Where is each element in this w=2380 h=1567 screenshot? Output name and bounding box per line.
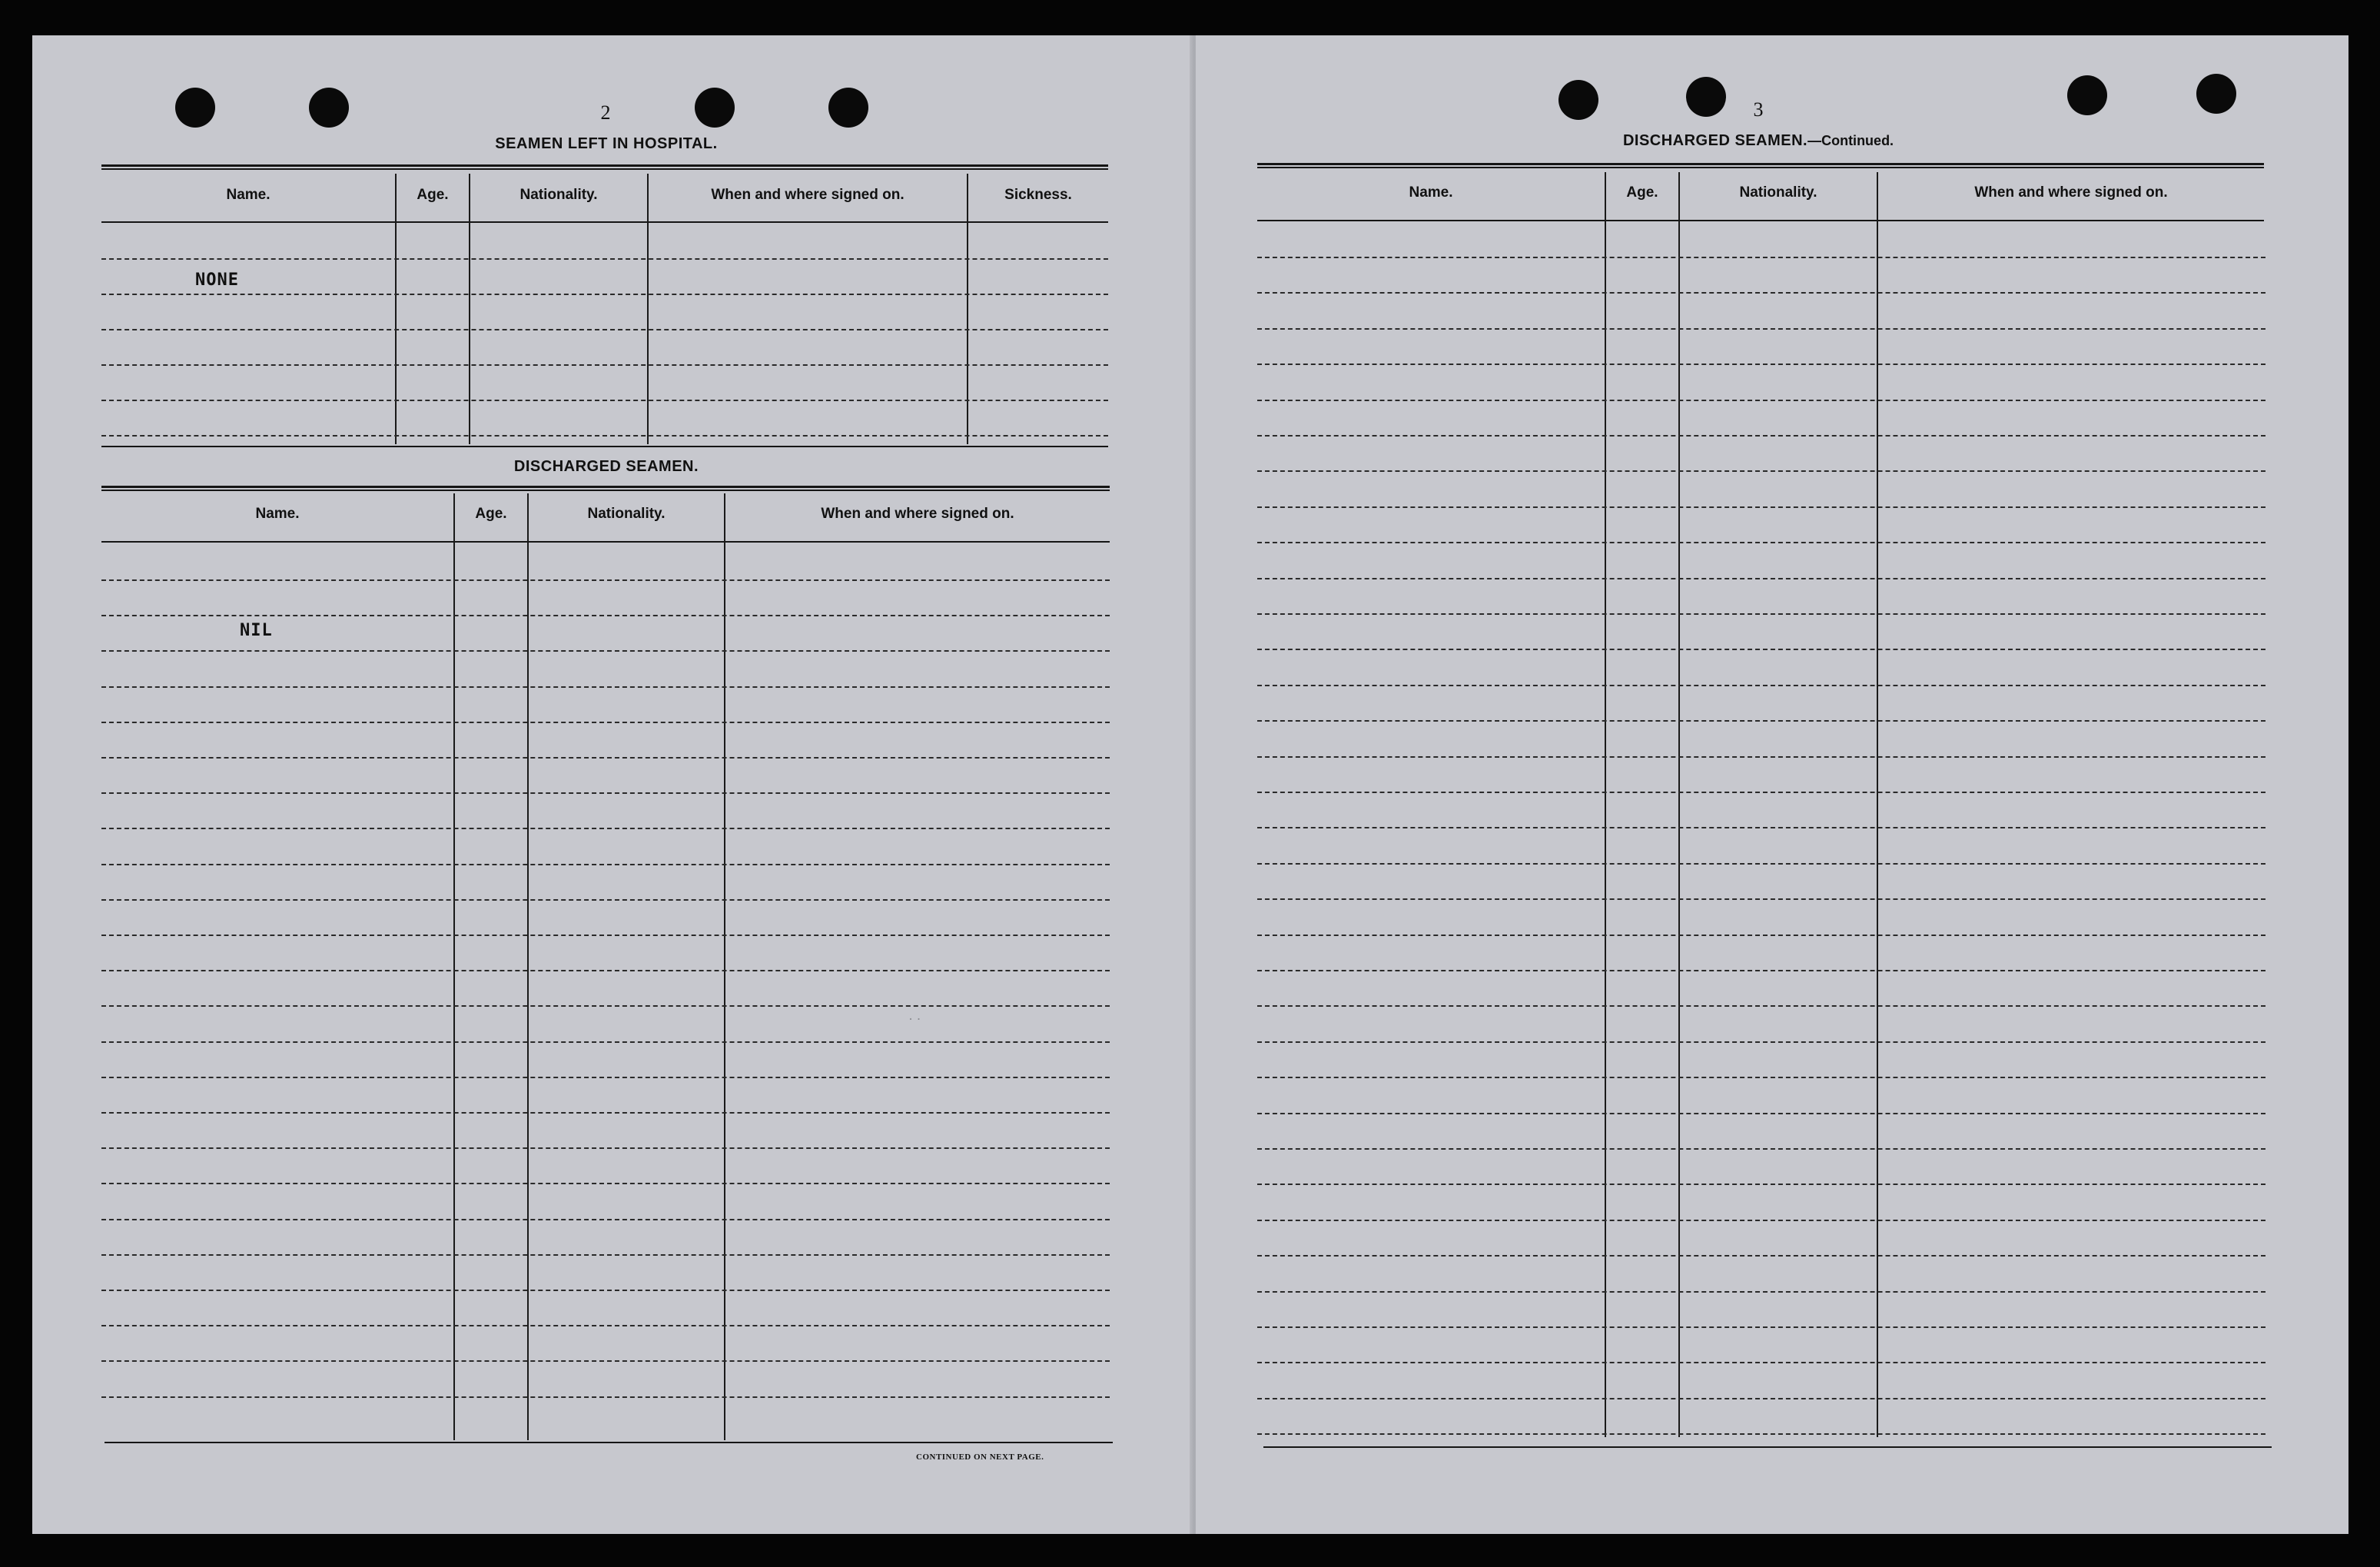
table-row-line [101,1112,1110,1114]
table-row-line [101,1219,1110,1220]
table-row-line [1257,292,2265,294]
table-row-line [1257,1148,2265,1150]
table-row-line [101,1005,1110,1007]
table-row-line [101,1147,1110,1149]
table-row-line [1257,970,2265,971]
continued-note: CONTINUED ON NEXT PAGE. [916,1452,1044,1462]
table-row-line [1257,792,2265,793]
hospital-col-divider [395,174,397,444]
table-row-line [1257,470,2265,472]
table-row-line [1257,257,2265,258]
right-col-divider [1877,172,1878,1437]
hospital-header-rule [101,221,1108,223]
hospital-row-line [101,258,1108,260]
hospital-col-divider [647,174,649,444]
discharged-top-rule [101,486,1110,491]
hospital-row-line [101,400,1108,401]
table-row-line [1257,435,2265,437]
right-section-title [1543,132,1973,150]
table-row-line [1257,542,2265,543]
table-row-line [1257,827,2265,828]
discharged-bottom-rule [105,1442,1113,1443]
punch-hole [309,88,349,128]
table-row-line [1257,935,2265,936]
table-row-line [1257,649,2265,650]
table-row-line [101,1254,1110,1256]
hospital-row-line [101,329,1108,330]
discharged-col-divider [453,493,455,1440]
hospital-entry-stamp: NONE [195,271,239,290]
table-row-line [1257,1326,2265,1328]
right-col-nationality: Nationality. [1739,184,1817,201]
discharged-col-divider [527,493,529,1440]
table-row-line [1257,364,2265,365]
table-row-line [101,757,1110,759]
discharged-entry-stamp: NIL [240,621,273,640]
table-row-line [1257,1041,2265,1043]
table-row-line [1257,685,2265,686]
hospital-col-divider [967,174,968,444]
table-row-line [1257,1184,2265,1185]
right-col-name: Name. [1409,184,1453,201]
hospital-col-nationality: Nationality. [519,187,598,203]
table-row-line [1257,506,2265,508]
punch-hole [695,88,735,128]
table-row-line [1257,578,2265,579]
table-row-line [1257,756,2265,758]
punch-hole [175,88,215,128]
hospital-col-age: Age. [417,187,449,203]
table-row-line [1257,1362,2265,1363]
table-row-line [101,686,1110,688]
hospital-col-name: Name. [226,187,271,203]
hospital-col-signed-on: When and where signed on. [711,187,905,203]
table-row-line [1257,1113,2265,1114]
table-row-line [101,1396,1110,1398]
table-row-line [101,650,1110,652]
table-row-line [101,579,1110,581]
punch-hole [2196,74,2236,114]
discharged-col-age: Age. [475,506,507,522]
right-col-divider [1678,172,1680,1437]
discharged-col-nationality: Nationality. [587,506,666,522]
left-page [32,35,1193,1534]
table-row-line [1257,613,2265,615]
punch-hole [828,88,868,128]
hospital-top-rule [101,164,1108,170]
right-page [1196,35,2348,1534]
table-row-line [101,970,1110,971]
right-col-age: Age. [1626,184,1658,201]
punch-hole [2067,75,2107,115]
punch-hole [1686,77,1726,117]
table-row-line [1257,720,2265,722]
hospital-row-line [101,364,1108,366]
right-top-rule [1257,163,2264,168]
table-row-line [1257,1005,2265,1007]
table-row-line [101,792,1110,794]
table-row-line [1257,400,2265,401]
discharged-col-name: Name. [255,506,300,522]
right-col-divider [1605,172,1606,1437]
table-row-line [1257,1398,2265,1399]
right-title-main: DISCHARGED SEAMEN. [1622,132,1808,149]
hospital-col-sickness: Sickness. [1004,187,1072,203]
table-row-line [101,899,1110,901]
table-row-line [1257,328,2265,330]
table-row-line [101,828,1110,829]
table-row-line [1257,1433,2265,1435]
page-number-left: 2 [600,101,611,124]
table-row-line [1257,1077,2265,1078]
table-row-line [101,615,1110,616]
table-row-line [101,1360,1110,1362]
punch-hole [1558,80,1598,120]
table-row-line [1257,1220,2265,1221]
table-row-line [101,935,1110,936]
hospital-row-line [101,435,1108,437]
table-row-line [101,1325,1110,1326]
hospital-row-line [101,294,1108,295]
hospital-col-divider [469,174,470,444]
discharged-col-signed-on: When and where signed on. [821,506,1014,522]
discharged-col-divider [724,493,725,1440]
table-row-line [101,722,1110,723]
right-header-rule [1257,220,2264,221]
table-row-line [1257,898,2265,900]
table-row-line [101,864,1110,865]
table-row-line [101,1041,1110,1043]
table-row-line [1257,1255,2265,1257]
table-row-line [101,1183,1110,1184]
discharged-section-title: DISCHARGED SEAMEN. [513,458,699,475]
right-bottom-rule [1263,1446,2272,1448]
right-title-suffix: —Continued. [1807,133,1894,148]
paper-smudge: · · [908,1011,921,1027]
table-row-line [101,1077,1110,1078]
page-number-right: 3 [1753,98,1764,121]
discharged-header-rule [101,541,1110,543]
right-col-signed-on: When and where signed on. [1974,184,2168,201]
hospital-bottom-rule [101,446,1108,447]
table-row-line [101,1290,1110,1291]
table-row-line [1257,1291,2265,1293]
table-row-line [1257,863,2265,865]
hospital-section-title: SEAMEN LEFT IN HOSPITAL. [495,135,718,152]
